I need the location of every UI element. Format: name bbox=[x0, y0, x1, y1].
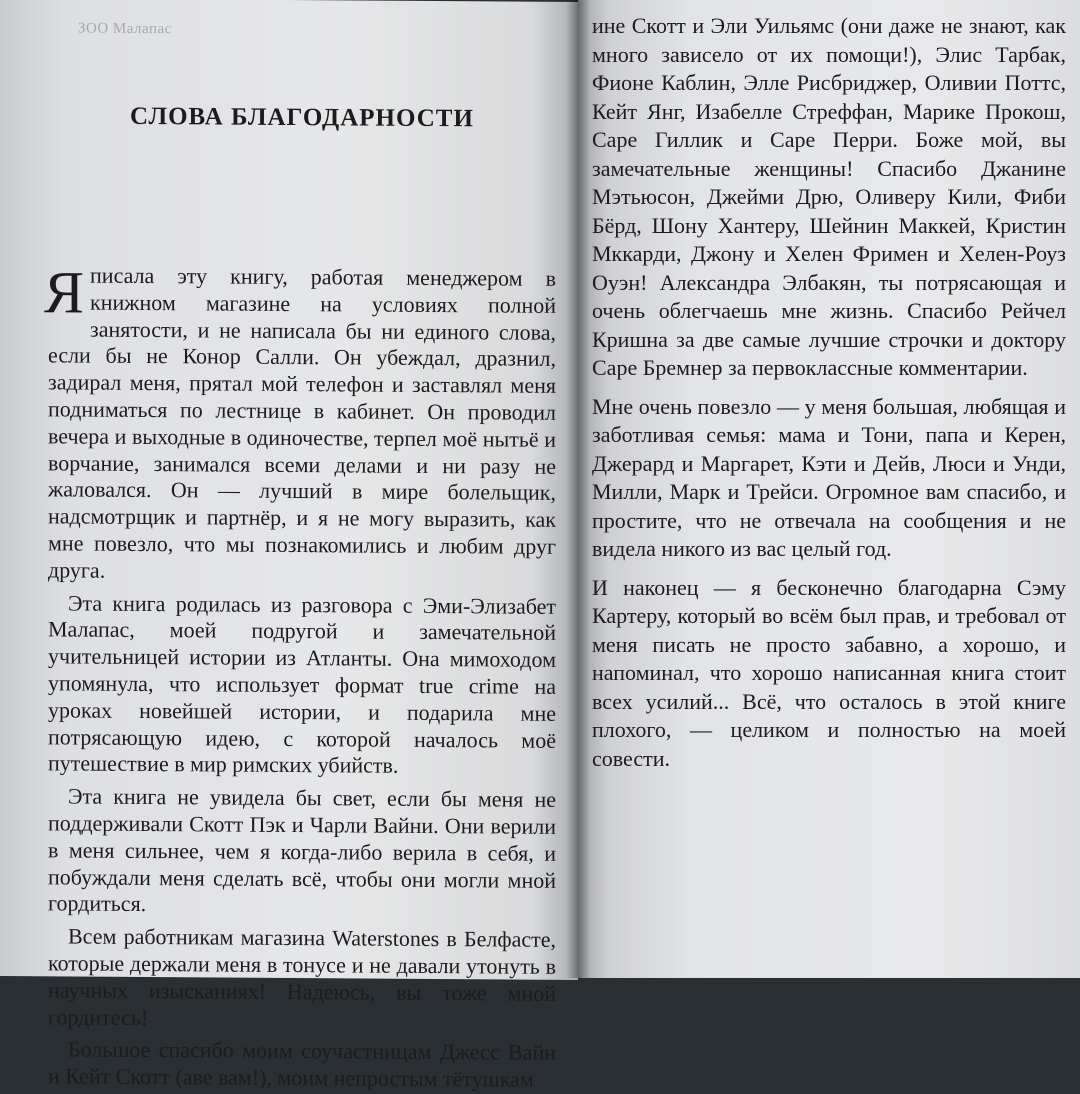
paragraph-4: Всем работникам магазина Waterstones в Белфасте, которые держали меня в тонусе и не давали утонуть в научных изысканиях! Надеюсь, вы тоже мной гордитесь! bbox=[48, 923, 556, 1030]
paragraph-7: Мне очень повезло — у меня большая, любящая и заботливая семья: мама и Тони, папа и Керен, Джерард и Маргарет, Кэти и Дейв, Люси и Унди, Милли, Марк и Трейси. Огромное вам спасибо, и простите, что не отвечала на сообщения и не видела никого из вас целый год. bbox=[592, 393, 1066, 561]
paragraph-5: Большое спасибо моим соучастницам Джесс Вайн и Кейт Скотт (аве вам!), моим непростым тётушкам bbox=[48, 1036, 556, 1092]
paragraph-3: Эта книга не увидела бы свет, если бы меня не поддерживали Скотт Пэк и Чарли Вайни. Они верили в меня сильнее, чем я когда-либо верила в себя, и побуждали меня сделать всё, чтобы они могли мной гордиться. bbox=[48, 783, 556, 917]
paragraph-1 bbox=[44, 259, 556, 587]
drop-cap: Я bbox=[44, 259, 85, 326]
right-page bbox=[578, 0, 1080, 978]
paragraph-6: ине Скотт и Эли Уильямс (они даже не знают, как много зависело от их помощи!), Элис Тарбак, Фионе Каблин, Элле Рисбриджер, Оливии Поттс, Кейт Янг, Изабелле Стреффан, Марике Прокош, Саре Гиллик и Саре Перри. Боже мой, вы замечательные женщины! Спасибо Джанине Мэтьюсон, Джейми Дрю, Оливеру Кили, Фиби Бёрд, Шону Хантеру, Шейнин Маккей, Кристин Мккарди, Джону и Хелен Фримен и Хелен-Роуз Оуэн! Александра Элбакян, ты потрясающая и очень облегчаешь мне жизнь. Спасибо Рейчел Кришна за две самые лучшие строчки и доктору Саре Бремнер за первоклассные комментарии. bbox=[592, 13, 1066, 380]
paragraph-2: Эта книга родилась из разговора с Эми-Элизабет Малапас, моей подругой и замечательной учительницей истории из Атланты. Она мимоходом упомянула, что использует формат true crime на уроках новейшей истории, и подарила мне потрясающую идею, с которой началось моё путешествие в мир римских убийств. bbox=[48, 590, 556, 779]
paragraph-8: И наконец — я бесконечно благодарна Сэму Картеру, который во всём был прав, и требовал от меня писать не просто забавно, а хорошо, и напоминал, что хорошо написанная книга стоит всех усилий... Всё, что осталось в этой книге плохого, — целиком и полностью на моей совести. bbox=[592, 574, 1066, 771]
chapter-title: СЛОВА БЛАГОДАРНОСТИ bbox=[130, 102, 474, 133]
paragraph-1-text: писала эту книгу, работая менеджером в книжном магазине на условиях полной занятости, и не написала бы ни единого слова, если бы не Конор Салли. Он убеждал, дразнил, задирал меня, прятал мой телефон и заставлял меня подниматься по лестнице в кабинет. Он проводил вечера и выходные в одиночестве, терпел моё нытьё и ворчание, занимался всеми делами и ни разу не жаловался. Он — лучший в мире болельщик, надсмотрщик и партнёр, и я не могу выразить, как мне повезло, что мы познакомились и любим друг друга. bbox=[48, 262, 556, 583]
running-head: ЗОО Малапас bbox=[78, 20, 172, 38]
